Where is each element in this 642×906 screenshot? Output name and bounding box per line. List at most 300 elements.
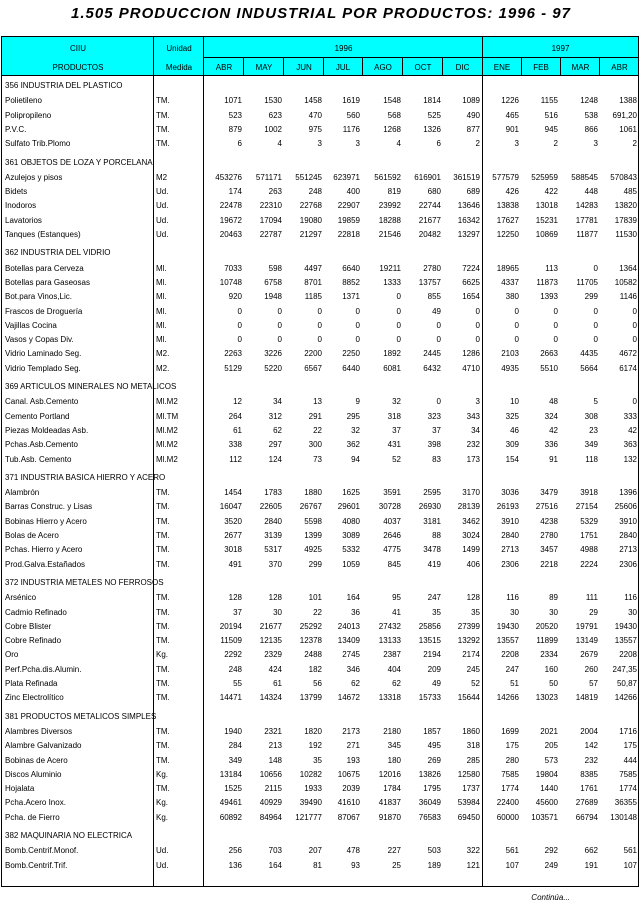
value-cell: 22478 <box>219 201 242 211</box>
value-cell: 192 <box>308 741 322 751</box>
value-cell: 247,35 <box>612 664 637 674</box>
product-name: Polietileno <box>5 96 42 106</box>
value-cell: 17094 <box>259 215 282 225</box>
value-cell: 0 <box>514 320 519 330</box>
value-cell: 0 <box>237 306 242 316</box>
header-month: AGO <box>374 63 392 72</box>
value-cell: 3 <box>593 139 598 149</box>
value-cell: 107 <box>505 860 519 870</box>
value-cell: 525959 <box>531 172 558 182</box>
value-cell: 113 <box>545 263 558 273</box>
value-cell: 0 <box>593 263 598 273</box>
value-cell: 23992 <box>378 201 401 211</box>
section-title: 371 INDUSTRIA BASICA HIERRO Y ACERO <box>5 472 166 482</box>
value-cell: 25856 <box>418 621 441 631</box>
value-cell: 27689 <box>575 798 598 808</box>
value-cell: 0 <box>277 335 282 345</box>
value-cell: 1364 <box>619 263 637 273</box>
value-cell: 154 <box>505 454 519 464</box>
unit-cell: TM. <box>156 784 170 794</box>
unit-cell: TM. <box>156 488 170 498</box>
unit-cell: TM. <box>156 559 170 569</box>
product-name: Bomb.Centrif.Monof. <box>5 846 79 856</box>
value-cell: 17627 <box>496 215 519 225</box>
value-cell: 819 <box>387 187 401 197</box>
value-cell: 1892 <box>383 349 401 359</box>
value-cell: 1176 <box>342 124 360 134</box>
product-name: Polipropileno <box>5 110 52 120</box>
unit-cell: TM. <box>156 96 170 106</box>
table-row <box>2 811 640 825</box>
product-name: Vidrio Templado Seg. <box>5 363 81 373</box>
value-cell: 15733 <box>418 693 441 703</box>
value-cell: 1061 <box>619 124 637 134</box>
value-cell: 0 <box>553 335 558 345</box>
value-cell: 232 <box>466 440 480 450</box>
unit-cell: TM. <box>156 531 170 540</box>
value-cell: 101 <box>308 593 322 603</box>
value-cell: 175 <box>505 741 519 751</box>
value-cell: 60000 <box>496 812 519 822</box>
section-title: 361 OBJETOS DE LOZA Y PORCELANA <box>5 157 153 167</box>
value-cell: 25606 <box>614 502 637 512</box>
value-cell: 1146 <box>619 292 637 302</box>
value-cell: 7033 <box>224 263 242 273</box>
table-row <box>2 410 640 424</box>
value-cell: 4672 <box>619 349 637 359</box>
section-title: 382 MAQUINARIA NO ELECTRICA <box>5 831 133 840</box>
value-cell: 36 <box>351 607 360 617</box>
value-cell: 264 <box>228 411 242 421</box>
table-row <box>2 859 640 873</box>
value-cell: 2 <box>475 139 480 149</box>
value-cell: 2306 <box>501 559 519 569</box>
value-cell: 879 <box>228 124 242 134</box>
value-cell: 299 <box>584 292 598 302</box>
value-cell: 560 <box>346 110 360 120</box>
value-cell: 5598 <box>304 516 322 526</box>
value-cell: 3478 <box>423 545 441 555</box>
value-cell: 1761 <box>580 784 598 794</box>
value-cell: 50,87 <box>616 679 637 688</box>
value-cell: 22768 <box>299 201 322 211</box>
value-cell: 1333 <box>383 277 401 287</box>
value-cell: 148 <box>268 755 282 765</box>
value-cell: 7224 <box>462 263 480 273</box>
value-cell: 52 <box>392 454 401 464</box>
value-cell: 343 <box>466 411 480 421</box>
value-cell: 6081 <box>383 363 401 373</box>
value-cell: 2780 <box>540 531 558 540</box>
value-cell: 691,20 <box>612 110 637 120</box>
value-cell: 10 <box>510 397 519 407</box>
value-cell: 866 <box>584 124 598 134</box>
section-heading <box>2 380 640 394</box>
value-cell: 5317 <box>264 545 282 555</box>
unit-cell: Ml.TM <box>156 411 179 421</box>
value-cell: 0 <box>436 397 441 407</box>
value-cell: 1286 <box>462 349 480 359</box>
page-title: 1.505 PRODUCCION INDUSTRIAL POR PRODUCTOS: 1996 - 97 <box>71 5 571 22</box>
value-cell: 12580 <box>457 769 480 779</box>
value-cell: 2663 <box>540 349 558 359</box>
header-month: FEB <box>533 63 549 72</box>
value-cell: 561 <box>505 846 519 856</box>
value-cell: 1820 <box>304 726 322 736</box>
value-cell: 491 <box>228 559 242 569</box>
table-row <box>2 677 640 691</box>
unit-cell: Kg. <box>156 650 169 660</box>
section-heading <box>2 79 640 93</box>
table-row <box>2 228 640 242</box>
value-cell: 10282 <box>299 769 322 779</box>
value-cell: 561 <box>623 846 637 856</box>
value-cell: 21677 <box>259 621 282 631</box>
value-cell: 111 <box>585 593 598 603</box>
value-cell: 3181 <box>423 516 441 526</box>
unit-cell: TM. <box>156 502 170 512</box>
value-cell: 0 <box>593 335 598 345</box>
value-cell: 8852 <box>342 277 360 287</box>
value-cell: 0 <box>553 306 558 316</box>
value-cell: 247 <box>505 664 519 674</box>
value-cell: 36049 <box>418 798 441 808</box>
value-cell: 41 <box>392 607 401 617</box>
table-row <box>2 262 640 276</box>
table-row <box>2 171 640 185</box>
value-cell: 14324 <box>259 693 282 703</box>
product-name: Plata Refinada <box>5 679 58 688</box>
value-cell: 0 <box>396 335 401 345</box>
value-cell: 300 <box>308 440 322 450</box>
section-heading <box>2 710 640 724</box>
value-cell: 14266 <box>614 693 637 703</box>
value-cell: 0 <box>514 335 519 345</box>
value-cell: 8385 <box>580 769 598 779</box>
product-name: Alambre Galvanizado <box>5 741 82 751</box>
value-cell: 27399 <box>457 621 480 631</box>
value-cell: 444 <box>623 755 637 765</box>
value-cell: 1530 <box>264 96 282 106</box>
value-cell: 94 <box>351 454 360 464</box>
table-row <box>2 543 640 557</box>
value-cell: 4 <box>277 139 282 149</box>
value-cell: 0 <box>237 335 242 345</box>
value-cell: 27154 <box>575 502 598 512</box>
value-cell: 380 <box>505 292 519 302</box>
value-cell: 13184 <box>219 769 242 779</box>
value-cell: 5332 <box>342 545 360 555</box>
value-cell: 1454 <box>224 488 242 498</box>
unit-cell: Ml.M2 <box>156 440 178 450</box>
value-cell: 5664 <box>580 363 598 373</box>
value-cell: 19430 <box>496 621 519 631</box>
value-cell: 41610 <box>337 798 360 808</box>
value-cell: 42 <box>628 425 637 435</box>
value-cell: 136 <box>228 860 242 870</box>
header-month: JUL <box>335 63 351 72</box>
value-cell: 12378 <box>299 636 322 646</box>
value-cell: 30 <box>549 607 558 617</box>
value-cell: 73 <box>313 454 322 464</box>
value-cell: 295 <box>346 411 360 421</box>
product-name: Pcha. de Fierro <box>5 812 60 822</box>
value-cell: 3462 <box>462 516 480 526</box>
value-cell: 2208 <box>619 650 637 660</box>
value-cell: 2334 <box>540 650 558 660</box>
value-cell: 3 <box>475 397 480 407</box>
value-cell: 227 <box>387 846 401 856</box>
value-cell: 35 <box>313 755 322 765</box>
unit-cell: Ud. <box>156 201 169 211</box>
value-cell: 1155 <box>540 96 558 106</box>
value-cell: 2004 <box>580 726 598 736</box>
unit-cell: Ml. <box>156 335 167 345</box>
value-cell: 308 <box>584 411 598 421</box>
product-name: Alambres Diversos <box>5 726 73 736</box>
product-name: Zinc Electrolítico <box>5 693 64 703</box>
value-cell: 13799 <box>299 693 322 703</box>
value-cell: 2679 <box>580 650 598 660</box>
value-cell: 28139 <box>457 502 480 512</box>
product-name: Tub.Asb. Cemento <box>5 454 72 464</box>
value-cell: 128 <box>268 593 282 603</box>
value-cell: 41837 <box>378 798 401 808</box>
value-cell: 57 <box>589 679 598 688</box>
value-cell: 5129 <box>224 363 242 373</box>
value-cell: 426 <box>505 187 519 197</box>
table-row <box>2 844 640 858</box>
value-cell: 116 <box>624 593 637 603</box>
value-cell: 0 <box>396 306 401 316</box>
value-cell: 9 <box>355 397 360 407</box>
value-cell: 263 <box>268 187 282 197</box>
value-cell: 30 <box>628 607 637 617</box>
value-cell: 22907 <box>337 201 360 211</box>
value-cell: 2 <box>553 139 558 149</box>
value-cell: 573 <box>544 755 558 765</box>
value-cell: 11873 <box>536 277 558 287</box>
product-name: Oro <box>5 650 19 660</box>
value-cell: 245 <box>466 664 480 674</box>
value-cell: 13646 <box>457 201 480 211</box>
value-cell: 13149 <box>575 636 598 646</box>
unit-cell: TM. <box>156 545 170 555</box>
value-cell: 13557 <box>496 636 519 646</box>
value-cell: 1548 <box>383 96 401 106</box>
value-cell: 398 <box>427 440 441 450</box>
value-cell: 2039 <box>342 784 360 794</box>
value-cell: 35 <box>432 607 441 617</box>
value-cell: 20194 <box>219 621 242 631</box>
header-month: MAY <box>255 63 273 72</box>
value-cell: 49461 <box>219 798 242 808</box>
unit-cell: TM. <box>156 607 170 617</box>
value-cell: 453276 <box>215 172 242 182</box>
value-cell: 2595 <box>423 488 441 498</box>
value-cell: 3918 <box>580 488 598 498</box>
value-cell: 2115 <box>264 784 282 794</box>
value-cell: 55 <box>233 679 242 688</box>
value-cell: 26193 <box>496 502 519 512</box>
value-cell: 0 <box>475 306 480 316</box>
value-cell: 12 <box>233 397 242 407</box>
header-year-1997: 1997 <box>551 44 570 53</box>
value-cell: 362 <box>346 440 360 450</box>
value-cell: 3591 <box>383 488 401 498</box>
value-cell: 1940 <box>224 726 242 736</box>
value-cell: 2306 <box>619 559 637 569</box>
value-cell: 0 <box>436 320 441 330</box>
value-cell: 1393 <box>540 292 558 302</box>
value-cell: 61 <box>273 679 282 688</box>
value-cell: 1784 <box>383 784 401 794</box>
value-cell: 5 <box>593 397 598 407</box>
value-cell: 3520 <box>224 516 242 526</box>
value-cell: 191 <box>584 860 598 870</box>
product-name: Botellas para Cerveza <box>5 263 84 273</box>
value-cell: 406 <box>466 559 480 569</box>
value-cell: 346 <box>346 664 360 674</box>
value-cell: 19080 <box>299 215 322 225</box>
header-month: JUN <box>296 63 312 72</box>
value-cell: 37 <box>233 607 242 617</box>
product-name: Tanques (Estanques) <box>5 230 81 239</box>
value-cell: 11530 <box>615 230 637 239</box>
value-cell: 14819 <box>575 693 598 703</box>
value-cell: 13 <box>313 397 322 407</box>
value-cell: 1248 <box>580 96 598 106</box>
value-cell: 3910 <box>619 516 637 526</box>
value-cell: 213 <box>268 741 282 751</box>
table-row <box>2 109 640 123</box>
value-cell: 623 <box>268 110 282 120</box>
value-cell: 2329 <box>264 650 282 660</box>
value-cell: 309 <box>505 440 519 450</box>
value-cell: 3226 <box>264 349 282 359</box>
value-cell: 62 <box>273 425 282 435</box>
unit-cell: Ud. <box>156 187 169 197</box>
value-cell: 84964 <box>259 812 282 822</box>
value-cell: 13018 <box>535 201 558 211</box>
value-cell: 2224 <box>580 559 598 569</box>
product-name: Vidrio Laminado Seg. <box>5 349 82 359</box>
value-cell: 1860 <box>462 726 480 736</box>
table-row <box>2 606 640 620</box>
value-cell: 2646 <box>383 531 401 540</box>
value-cell: 0 <box>277 320 282 330</box>
value-cell: 32 <box>351 425 360 435</box>
value-cell: 13820 <box>614 201 637 211</box>
value-cell: 1795 <box>423 784 441 794</box>
product-name: Prod.Galva.Estañados <box>5 559 86 569</box>
value-cell: 4988 <box>580 545 598 555</box>
product-name: Pchas. Hierro y Acero <box>5 545 83 555</box>
value-cell: 256 <box>228 846 242 856</box>
value-cell: 21297 <box>299 230 322 239</box>
table-row <box>2 591 640 605</box>
value-cell: 26930 <box>418 502 441 512</box>
value-cell: 598 <box>268 263 282 273</box>
product-name: Hojalata <box>5 784 35 794</box>
header-month: ABR <box>215 63 233 72</box>
value-cell: 6440 <box>342 363 360 373</box>
value-cell: 551245 <box>295 172 322 182</box>
table-row <box>2 725 640 739</box>
value-cell: 62 <box>392 679 401 688</box>
value-cell: 13757 <box>418 277 441 287</box>
value-cell: 5220 <box>264 363 282 373</box>
section-heading <box>2 156 640 170</box>
value-cell: 4 <box>396 139 401 149</box>
value-cell: 21677 <box>418 215 441 225</box>
value-cell: 4080 <box>342 516 360 526</box>
value-cell: 207 <box>308 846 322 856</box>
value-cell: 2103 <box>501 349 519 359</box>
value-cell: 0 <box>355 306 360 316</box>
value-cell: 0 <box>632 320 637 330</box>
product-name: Canal. Asb.Cemento <box>5 397 79 407</box>
value-cell: 189 <box>427 860 441 870</box>
value-cell: 17781 <box>575 215 598 225</box>
header-productos: PRODUCTOS <box>52 63 104 72</box>
value-cell: 10869 <box>535 230 558 239</box>
product-name: Azulejos y pisos <box>5 172 63 182</box>
value-cell: 0 <box>355 320 360 330</box>
value-cell: 13318 <box>378 693 401 703</box>
value-cell: 284 <box>228 741 242 751</box>
value-cell: 15644 <box>457 693 480 703</box>
value-cell: 3 <box>514 139 519 149</box>
value-cell: 46 <box>510 425 519 435</box>
unit-cell: TM. <box>156 741 170 751</box>
unit-cell: Ud. <box>156 846 169 856</box>
value-cell: 37 <box>432 425 441 435</box>
value-cell: 1525 <box>224 784 242 794</box>
value-cell: 89 <box>549 593 558 603</box>
table-row <box>2 754 640 768</box>
section-title: 372 INDUSTRIA METALES NO FERROSOS <box>5 577 164 587</box>
table-row <box>2 333 640 347</box>
product-name: Cobre Refinado <box>5 636 62 646</box>
value-cell: 22 <box>313 607 322 617</box>
value-cell: 2200 <box>304 349 322 359</box>
value-cell: 121777 <box>295 812 322 822</box>
value-cell: 349 <box>584 440 598 450</box>
value-cell: 1933 <box>304 784 322 794</box>
value-cell: 6625 <box>462 277 480 287</box>
value-cell: 1002 <box>264 124 282 134</box>
value-cell: 503 <box>427 846 441 856</box>
value-cell: 448 <box>584 187 598 197</box>
value-cell: 48 <box>549 397 558 407</box>
unit-cell: TM. <box>156 664 170 674</box>
value-cell: 318 <box>466 741 480 751</box>
value-cell: 53984 <box>457 798 480 808</box>
value-cell: 13409 <box>337 636 360 646</box>
value-cell: 1625 <box>342 488 360 498</box>
table-header <box>1 36 639 76</box>
value-cell: 39490 <box>299 798 322 808</box>
unit-cell: TM. <box>156 693 170 703</box>
value-cell: 142 <box>584 741 598 751</box>
header-medida: Medida <box>165 63 193 72</box>
value-cell: 349 <box>228 755 242 765</box>
value-cell: 525 <box>427 110 441 120</box>
value-cell: 495 <box>427 741 441 751</box>
unit-cell: TM. <box>156 679 170 688</box>
value-cell: 845 <box>387 559 401 569</box>
